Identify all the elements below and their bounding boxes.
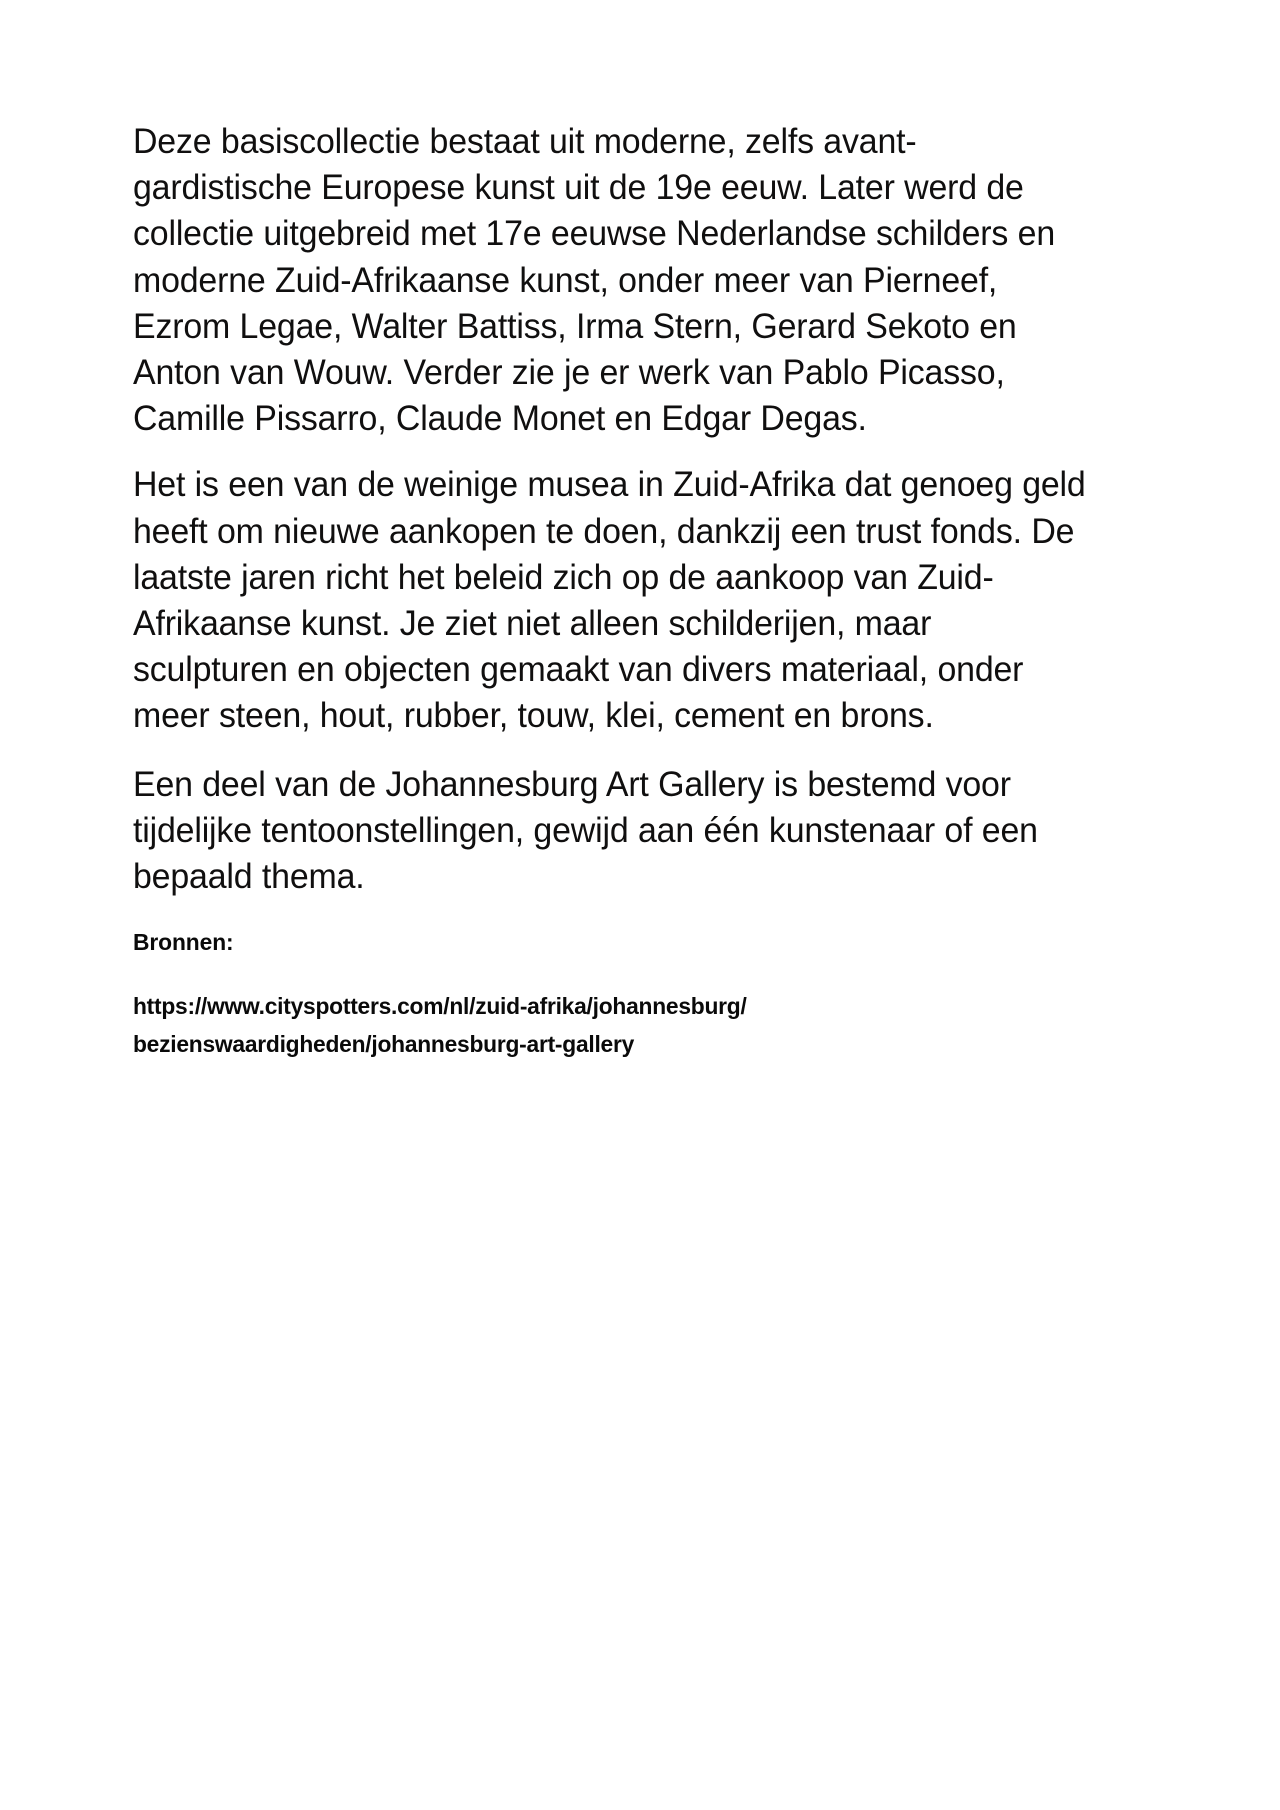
source-url-line-2: bezienswaardigheden/johannesburg-art-gallery (133, 1031, 635, 1058)
sources-heading: Bronnen: (133, 929, 234, 956)
text-column (133, 118, 1086, 1063)
source-url-line-1: https://www.cityspotters.com/nl/zuid-afrika/johannesburg/ (133, 993, 747, 1020)
body-paragraph-funding: Het is een van de weinige musea in Zuid-Afrika dat genoeg geld heeft om nieuwe aankopen te doen, dankzij een trust fonds. De laatste jaren richt het beleid zich op de aankoop van Zuid-Afrikaanse kunst. Je ziet niet alleen schilderijen, maar sculpturen en objecten gemaakt van divers materiaal, onder meer steen, hout, rubber, touw, klei, cement en brons. (133, 464, 1086, 736)
body-paragraph-collection: Deze basiscollectie bestaat uit moderne, zelfs avant-gardistische Europese kunst uit de 19e eeuw. Later werd de collectie uitgebreid met 17e eeuwse Nederlandse schilders en moderne Zuid-Afrikaanse kunst, onder meer van Pierneef, Ezrom Legae, Walter Battiss, Irma Stern, Gerard Sekoto en Anton van Wouw. Verder zie je er werk van Pablo Picasso, Camille Pissarro, Claude Monet en Edgar Degas. (133, 121, 1056, 439)
source-url[interactable] (133, 987, 899, 1063)
sources-block (133, 925, 983, 1063)
body-paragraph-exhibitions: Een deel van de Johannesburg Art Gallery is bestemd voor tijdelijke tentoonstellingen, gewijd aan één kunstenaar of een bepaald thema. (133, 763, 1038, 897)
